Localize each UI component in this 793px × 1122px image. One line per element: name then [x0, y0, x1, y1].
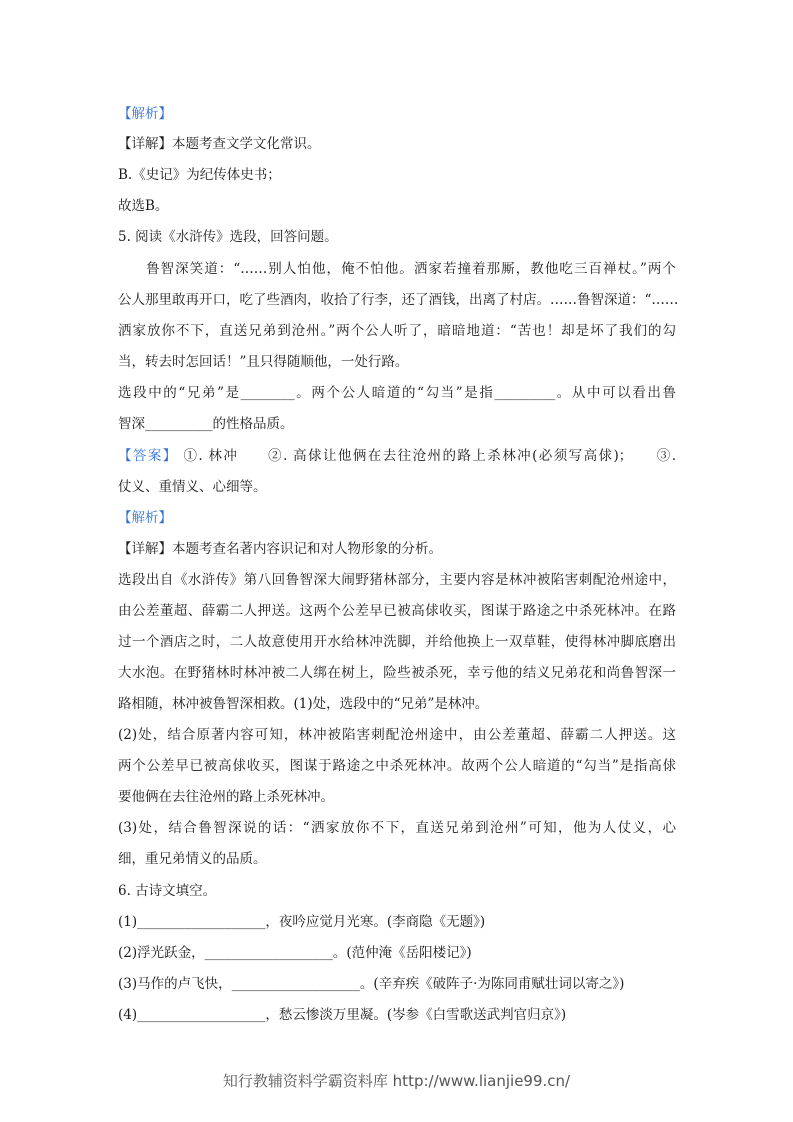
q4-option-b: B.《史记》为纪传体史书；: [118, 167, 281, 183]
q5-answer-tag: 【答案】: [118, 448, 178, 464]
q5-passage-line: 鲁智深笑道：“……别人怕他，俺不怕他。洒家若撞着那厮，教他吃三百禅杖。”两个: [146, 261, 676, 277]
q5-detail: 【详解】本题考查名著内容识记和对人物形象的分析。: [118, 541, 442, 557]
q6-item: (1)___________________，夜吟应觉月光寒。(李商隐《无题》): [118, 914, 486, 930]
q4-analysis-tag: 【解析】: [118, 106, 172, 122]
q5-explanation-line: 大水泡。在野猪林时林冲被二人绑在树上，险些被杀死，幸亏他的结义兄弟花和尚鲁智深一: [118, 665, 676, 681]
q5-explanation-line: 过一个酒店之时，二人故意使用开水给林冲洗脚，并给他换上一双草鞋，使得林冲脚底磨出: [118, 634, 676, 650]
q5-explanation-line: 两个公差早已被高俅收买，图谋于路途之中杀死林冲。故两个公人暗道的“勾当”是指高俅: [118, 758, 676, 774]
q6-title: 6. 古诗文填空。: [118, 883, 217, 899]
q5-explanation-line: 路相随，林冲被鲁智深相救。(1)处，选段中的“兄弟”是林冲。: [118, 696, 489, 712]
q5-explanation-line: (2)处，结合原著内容可知，林冲被陷害刺配沧州途中，由公差董超、薛霸二人押送。这: [118, 727, 676, 743]
q5-passage-line: 洒家放你不下，直送兄弟到沧州。”两个公人听了，暗暗地道：“苦也！却是坏了我们的勾: [118, 323, 676, 339]
q5-answer-text: ①. 林冲 ②. 高俅让他俩在去往沧州的路上杀林冲(必须写高俅)； ③.: [183, 448, 677, 464]
q5-analysis-tag: 【解析】: [118, 510, 172, 526]
footer-watermark: 知行教辅资料学霸资料库 http://www.lianjie99.cn/: [222, 1072, 571, 1090]
q6-item: (3)马作的卢飞快，___________________。(辛弃疾《破阵子·为陈同甫赋壮词以寄之》): [118, 976, 625, 992]
q5-question-line: 智深__________的性格品质。: [118, 416, 294, 432]
q5-explanation-line: 由公差董超、薛霸二人押送。这两个公差早已被高俅收买，图谋于路途之中杀死林冲。在路: [118, 603, 676, 619]
q5-explanation-line: 细，重兄弟情义的品质。: [118, 851, 267, 867]
q5-passage-line: 公人那里敢再开口，吃了些酒肉，收拾了行李，还了酒钱，出离了村店。……鲁智深道：“……: [118, 292, 679, 308]
q6-item: (2)浮光跃金，___________________。(范仲淹《岳阳楼记》): [118, 945, 472, 961]
q5-answer-line: [118, 446, 676, 466]
q4-conclusion: 故选B。: [118, 198, 169, 214]
q5-question-line: 选段中的“兄弟”是________。两个公人暗道的“勾当”是指_________。从中可以看出鲁: [118, 385, 676, 401]
q5-passage-line: 当，转去时怎回话！”且只得随顺他，一处行路。: [118, 354, 409, 370]
q5-explanation-line: 选段出自《水浒传》第八回鲁智深大闹野猪林部分，主要内容是林冲被陷害刺配沧州途中，: [118, 572, 676, 588]
q5-explanation-line: (3)处，结合鲁智深说的话：“洒家放你不下，直送兄弟到沧州”可知，他为人仗义，心: [118, 820, 676, 836]
q5-answer-line: 仗义、重情义、心细等。: [118, 479, 267, 495]
q6-item: (4)___________________，愁云惨淡万里凝。(岑参《白雪歌送武判官归京》): [118, 1007, 567, 1023]
q5-explanation-line: 要他俩在去往沧州的路上杀死林冲。: [118, 789, 334, 805]
q4-detail: 【详解】本题考查文学文化常识。: [118, 136, 321, 152]
q5-title: 5. 阅读《水浒传》选段，回答问题。: [118, 229, 338, 245]
